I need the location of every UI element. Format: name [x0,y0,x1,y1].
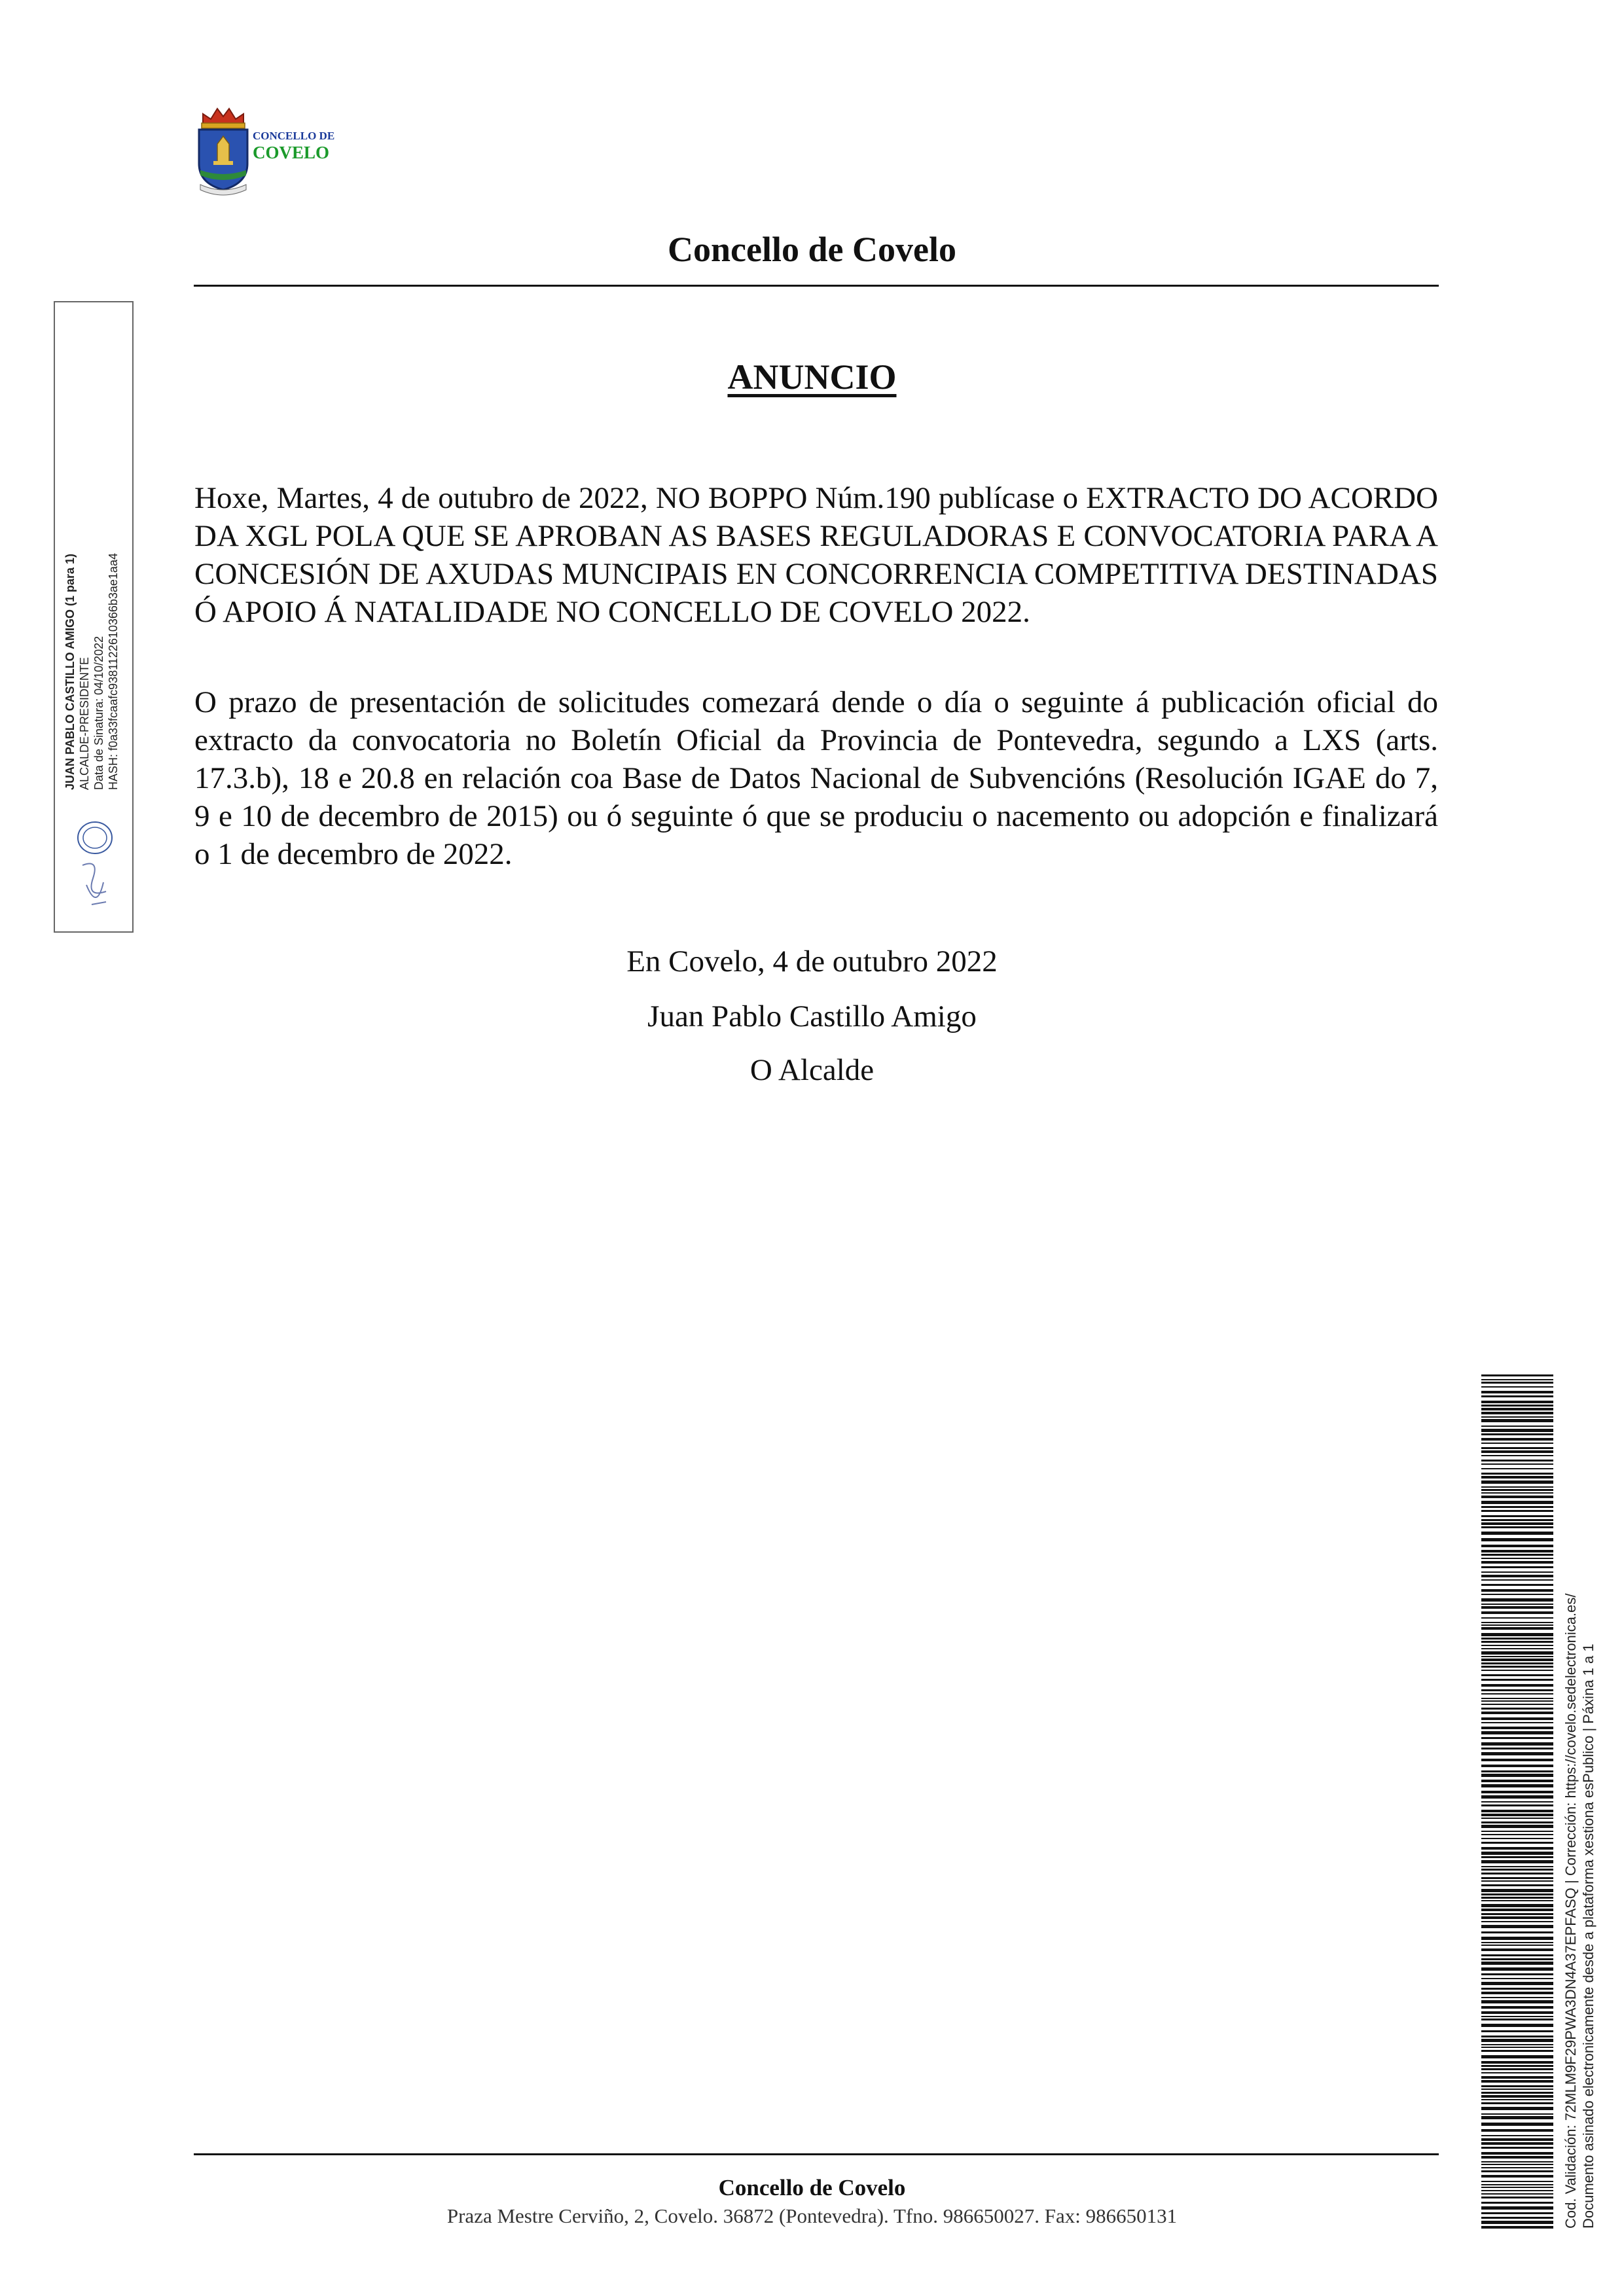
barcode-bar [1481,2202,1553,2204]
barcode-bar [1481,1884,1553,1886]
barcode-bar [1481,1648,1553,1649]
signature-role: O Alcalde [749,1053,875,1087]
barcode-bar [1481,1834,1553,1835]
barcode-bar [1481,1962,1553,1965]
barcode-bar [1481,1679,1553,1681]
barcode-bar [1481,1921,1553,1922]
document-title: ANUNCIO [727,357,897,397]
barcode-bar [1481,2129,1553,2132]
barcode-bar [1481,1765,1553,1767]
barcode-bar [1481,1780,1553,1782]
barcode-bar [1481,1659,1553,1661]
barcode-bar [1481,1821,1553,1823]
barcode-bar [1481,2016,1553,2017]
barcode-bar [1481,1913,1553,1915]
barcode-bar [1481,1931,1553,1933]
barcode-bar [1481,1866,1553,1867]
barcode-bar [1481,1814,1553,1816]
barcode-bar [1481,1770,1553,1772]
barcode-bar [1481,1893,1553,1895]
signature-place-date: En Covelo, 4 de outubro 2022 [626,944,998,978]
barcode-bar [1481,1904,1553,1907]
barcode-bar [1481,1897,1553,1899]
barcode-bar [1481,1538,1553,1541]
barcode-bar [1481,1545,1553,1547]
validation-line-2: Documento asinado electronicamente desde a plataforma xestiona esPublico | Páxina 1 a 1 [1580,1643,1597,2229]
barcode-bar [1481,1515,1553,1517]
barcode-bar [1481,2030,1553,2032]
barcode-bar [1481,1455,1553,1456]
barcode-bar [1481,1651,1553,1655]
barcode-bar [1481,1909,1553,1911]
barcode-bar [1481,2102,1553,2104]
signature-box-position: ALCALDE-PRESIDENTE [78,656,91,790]
barcode-bar [1481,2138,1553,2141]
footer-divider [194,2153,1439,2155]
barcode-bar [1481,1489,1553,1491]
barcode-bar [1481,1550,1553,1552]
barcode-bar [1481,1386,1553,1388]
barcode-bar [1481,2036,1553,2037]
barcode-bar [1481,1810,1553,1812]
barcode-bar [1481,2050,1553,2052]
barcode-bar [1481,1506,1553,1508]
barcode-bar [1481,1374,1553,1376]
footer-address: Praza Mestre Cerviño, 2, Covelo. 36872 (Pontevedra). Tfno. 986650027. Fax: 986650131 [446,2204,1178,2227]
barcode-bar [1481,1419,1553,1422]
barcode-bar [1481,1689,1553,1691]
barcode-bar [1481,1501,1553,1504]
barcode-bar [1481,1604,1553,1605]
barcode-bar [1481,1825,1553,1828]
barcode-bar [1481,1784,1553,1787]
barcode-bar [1481,2099,1553,2100]
barcode-bar [1481,1476,1553,1479]
barcode-bar [1481,2123,1553,2126]
barcode-bar [1481,1925,1553,1928]
barcode-bar [1481,1704,1553,1705]
barcode-bar [1481,1519,1553,1521]
validation-text [1562,1443,1597,2229]
barcode-bar [1481,1463,1553,1465]
barcode-bar [1481,1942,1553,1943]
barcode-bar [1481,2147,1553,2149]
barcode-bar [1481,1954,1553,1956]
barcode-bar [1481,2047,1553,2048]
coat-of-arms-icon [194,105,253,196]
signature-name: Juan Pablo Castillo Amigo [647,999,977,1033]
barcode-bar [1481,1973,1553,1975]
barcode-bar [1481,1958,1553,1960]
barcode-bar [1481,1852,1553,1855]
footer-title: Concello de Covelo [718,2175,906,2200]
barcode-bar [1481,1395,1553,1397]
barcode-bar [1481,1510,1553,1512]
barcode-bar [1481,1737,1553,1739]
header-divider [194,285,1439,287]
barcode-bar [1481,1391,1553,1393]
barcode-bar [1481,1831,1553,1832]
barcode-bar [1481,2167,1553,2168]
barcode-bar [1481,2142,1553,2145]
barcode-bar [1481,1606,1553,1609]
paragraph-2: O prazo de presentación de solicitudes comezará dende o día o seguinte á publicación oficial do extracto da convocatoria no Boletín Oficial da Provincia de Pontevedra, segundo a LXS (arts. 17.3.b), 18 e 20.8 en relación coa Base de Datos Nacional de Subvencións (Resolución IGAE do 7, 9 e 10 de decembro de 2015) ou ó seguinte ó que se produciu o nacemento ou adopción e finalizará o 1 de decembro de 2022. [194,685,1438,871]
barcode-bar [1481,1443,1553,1444]
barcode-bar [1481,1666,1553,1668]
barcode-bar [1481,1978,1553,1979]
barcode-bar [1481,1594,1553,1595]
barcode-bar [1481,2011,1553,2014]
barcode-bar [1481,1554,1553,1556]
barcode-bar [1481,1759,1553,1761]
barcode-bar [1481,1731,1553,1734]
barcode-bar [1481,1416,1553,1418]
barcode-bar [1481,1566,1553,1568]
barcode-bar [1481,2044,1553,2045]
barcode-bar [1481,1405,1553,1407]
barcode-bar [1481,1948,1553,1951]
barcode-bar [1481,1818,1553,1819]
barcode-bar [1481,2161,1553,2162]
barcode-bar [1481,2039,1553,2042]
barcode-bar [1481,2018,1553,2020]
barcode-bar [1481,1842,1553,1844]
signature-box-hash: HASH: f0a33fcaafc9381122610366b3ae1aa4 [107,553,120,790]
barcode-bar [1481,1645,1553,1646]
barcode-bar [1481,1589,1553,1592]
validation-line-1: Cod. Validación: 72MLM9F29PWA3DN4A37EPFASQ | Corrección: https://covelo.sedelectronica.es/ [1562,1593,1579,2229]
barcode-bar [1481,1662,1553,1664]
signature-box-signer: JUAN PABLO CASTILLO AMIGO (1 para 1) [63,553,77,790]
barcode-bar [1481,1693,1553,1695]
barcode-bar [1481,1727,1553,1729]
barcode-bar [1481,1869,1553,1871]
barcode-bar [1481,1492,1553,1494]
barcode-bar [1481,1945,1553,1946]
barcode-bar [1481,1698,1553,1699]
barcode-bar [1481,2092,1553,2094]
barcode-bar [1481,1795,1553,1799]
barcode-bar [1481,1558,1553,1559]
barcode-bar [1481,2080,1553,2083]
barcode-bar [1481,2107,1553,2110]
barcode-bar [1481,2089,1553,2090]
barcode-bar [1481,1847,1553,1850]
signature-box-text [63,482,120,790]
barcode-bar [1481,1656,1553,1657]
barcode-bar [1481,1429,1553,1432]
barcode-bar [1481,1641,1553,1643]
barcode-bar [1481,2024,1553,2027]
logo-text-line2: COVELO [253,143,330,162]
barcode-bar [1481,1856,1553,1858]
barcode-bar [1481,1742,1553,1746]
barcode-bar [1481,1700,1553,1702]
barcode-bar [1481,1617,1553,1619]
paragraph-1: Hoxe, Martes, 4 de outubro de 2022, NO BOPPO Núm.190 publícase o EXTRACTO DO ACORDO DA XGL POLA QUE SE APROBAN AS BASES REGULADORAS E CONVOCATORIA PARA A CONCESIÓN DE AXUDAS MUNCIPAIS EN CONCORRENCIA COMPETITIVA DESTINADAS Ó APOIO Á NATALIDADE NO CONCELLO DE COVELO 2022. [194,481,1438,629]
barcode-bar [1481,1684,1553,1687]
barcode-bar [1481,1804,1553,1806]
barcode-bar [1481,1408,1553,1410]
validation-barcode [1481,1374,1553,2232]
barcode-bar [1481,1722,1553,1723]
barcode-bar [1481,1791,1553,1793]
barcode-bar [1481,2135,1553,2136]
barcode-bar [1481,1967,1553,1971]
barcode-bar [1481,1460,1553,1462]
barcode-bar [1481,1860,1553,1863]
barcode-bar [1481,1900,1553,1901]
barcode-bar [1481,1382,1553,1384]
barcode-bar [1481,2116,1553,2119]
barcode-bar [1481,2068,1553,2070]
barcode-bar [1481,1426,1553,1427]
barcode-bar [1481,1622,1553,1623]
barcode-bar [1481,2061,1553,2064]
barcode-bar [1481,1575,1553,1577]
barcode-bar [1481,1880,1553,1882]
barcode-bar [1481,1992,1553,1994]
barcode-bar [1481,1988,1553,1990]
barcode-bar [1481,1638,1553,1640]
logo-text-line1: CONCELLO DE [253,130,335,142]
barcode-bar [1481,1889,1553,1892]
barcode-bar [1481,1486,1553,1488]
barcode-bar [1481,2152,1553,2155]
barcode-bar [1481,1712,1553,1714]
barcode-bar [1481,1526,1553,1528]
barcode-bar [1481,1611,1553,1614]
barcode-bar [1481,2072,1553,2073]
barcode-bar [1481,1670,1553,1671]
barcode-bar [1481,1412,1553,1414]
barcode-bar [1481,2170,1553,2172]
barcode-bar [1481,1916,1553,1919]
barcode-bar [1481,1997,1553,1998]
barcode-bar [1481,1627,1553,1630]
barcode-bar [1481,1877,1553,1879]
barcode-bar [1481,2076,1553,2079]
barcode-bar [1481,1774,1553,1777]
barcode-bar [1481,1838,1553,1839]
digital-signature-box [54,301,134,933]
barcode-bar [1481,1873,1553,1874]
barcode-bar [1481,1801,1553,1803]
barcode-bar [1481,2156,1553,2159]
barcode-bar [1481,2095,1553,2098]
barcode-bar [1481,2065,1553,2067]
barcode-bar [1481,1438,1553,1441]
barcode-bar [1481,1717,1553,1720]
barcode-bar [1481,1598,1553,1602]
barcode-bar [1481,1561,1553,1564]
barcode-bar [1481,1433,1553,1435]
barcode-bar [1481,1468,1553,1469]
barcode-bar [1481,1624,1553,1626]
signature-box-date: Data de Sinatura: 04/10/2022 [92,636,105,790]
page-header-title: Concello de Covelo [668,230,956,269]
barcode-bar [1481,2085,1553,2087]
barcode-bar [1481,1522,1553,1525]
barcode-bar [1481,1480,1553,1484]
seal-and-signature-icon [73,819,117,918]
barcode-bar [1481,2113,1553,2115]
barcode-bar [1481,1584,1553,1586]
barcode-bar [1481,1937,1553,1940]
barcode-bar [1481,1748,1553,1749]
barcode-bar [1481,1450,1553,1453]
barcode-bar [1481,1708,1553,1710]
barcode-bar [1481,1633,1553,1636]
barcode-bar [1481,1401,1553,1403]
barcode-bar [1481,1982,1553,1985]
barcode-bar [1481,1674,1553,1676]
barcode-bar [1481,1496,1553,1498]
barcode-bar [1481,2164,1553,2165]
barcode-bar [1481,1752,1553,1755]
barcode-bar [1481,1579,1553,1581]
barcode-bar [1481,1447,1553,1449]
barcode-bar [1481,1571,1553,1573]
barcode-bar [1481,1473,1553,1475]
barcode-bar [1481,1532,1553,1535]
concello-logo [194,105,344,196]
barcode-bar [1481,2000,1553,2003]
barcode-bar [1481,2055,1553,2058]
barcode-bar [1481,2006,1553,2009]
barcode-bar [1481,1379,1553,1380]
